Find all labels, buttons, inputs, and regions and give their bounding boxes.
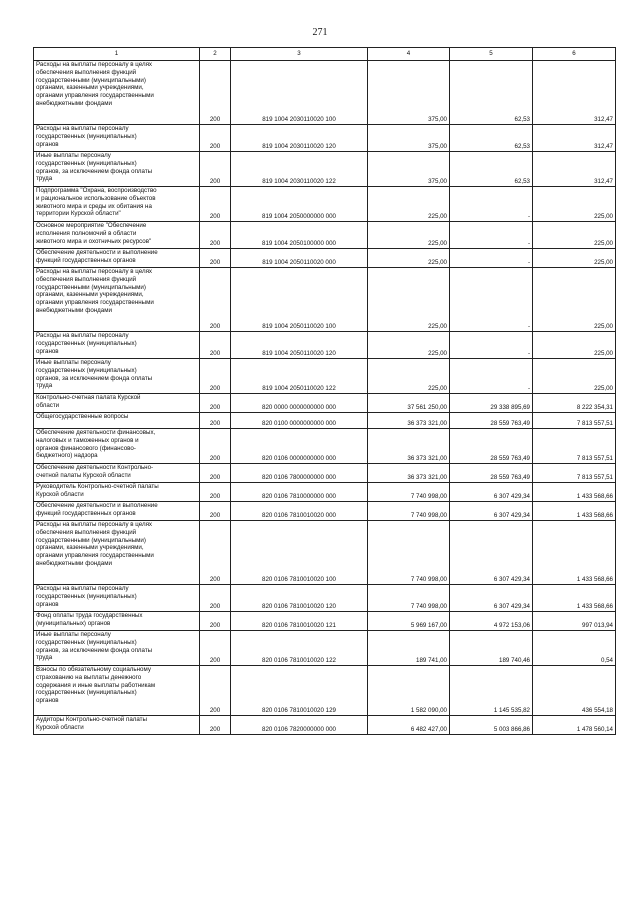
page-number: 271: [312, 27, 328, 38]
row-approved-amount: 375,00: [368, 61, 450, 125]
row-description: [34, 222, 200, 249]
row-approved-amount: 189 741,00: [368, 631, 450, 666]
row-description: [34, 502, 200, 521]
row-description: [34, 464, 200, 483]
row-description: [34, 359, 200, 394]
row-description: [34, 268, 200, 332]
row-classification: 820 0106 7810010020 129: [231, 666, 368, 716]
row-classification: 820 0106 7810010020 120: [231, 585, 368, 612]
row-executed-amount: 6 307 429,34: [450, 585, 533, 612]
description-line: Обеспечение деятельности и выполнение: [36, 502, 158, 509]
row-executed-amount: -: [450, 268, 533, 332]
column-header: 2: [200, 48, 231, 61]
description-line: Обеспечение деятельности Контрольно-: [36, 464, 154, 471]
column-header: 5: [450, 48, 533, 61]
row-description: [34, 394, 200, 413]
row-code: 200: [200, 222, 231, 249]
description-line: Расходы на выплаты персоналу в целях: [36, 61, 153, 68]
row-remaining-amount: 225,00: [533, 187, 616, 222]
row-code: 200: [200, 249, 231, 268]
column-header: 3: [231, 48, 368, 61]
description-line: Взносы по обязательному социальному: [36, 666, 151, 673]
row-remaining-amount: 1 433 568,66: [533, 521, 616, 585]
row-executed-amount: 189 740,46: [450, 631, 533, 666]
description-line: государственных (муниципальных): [36, 159, 137, 167]
row-classification: 819 1004 2050110020 120: [231, 332, 368, 359]
row-code: 200: [200, 631, 231, 666]
description-line: Обеспечение деятельности финансовых,: [36, 429, 156, 436]
table-row: [34, 464, 616, 483]
description-line: Контрольно-счетная палата Курской: [36, 394, 141, 401]
row-remaining-amount: 225,00: [533, 359, 616, 394]
description-line: органами, казенными учреждениями,: [36, 544, 144, 552]
description-line: Основное мероприятие "Обеспечение: [36, 222, 147, 229]
description-line: (муниципальных) органов: [36, 619, 111, 627]
description-line: органами управления государственными: [36, 92, 154, 99]
row-remaining-amount: 1 433 568,66: [533, 585, 616, 612]
row-code: 200: [200, 464, 231, 483]
row-classification: 820 0100 0000000000 000: [231, 413, 368, 429]
description-line: государственных (муниципальных): [36, 339, 137, 347]
description-line: органов, за исключением фонда оплаты: [36, 167, 153, 175]
description-line: функций государственных органов: [36, 256, 136, 264]
row-approved-amount: 6 482 427,00: [368, 716, 450, 735]
row-code: 200: [200, 61, 231, 125]
table-row: [34, 187, 616, 222]
row-description: [34, 483, 200, 502]
row-remaining-amount: 312,47: [533, 125, 616, 152]
table-body: [34, 61, 616, 735]
description-line: Фонд оплаты труда государственных: [36, 612, 143, 619]
row-description: [34, 152, 200, 187]
row-remaining-amount: 312,47: [533, 61, 616, 125]
description-line: органами, казенными учреждениями,: [36, 84, 144, 92]
row-code: 200: [200, 332, 231, 359]
row-remaining-amount: 436 554,18: [533, 666, 616, 716]
row-executed-amount: 62,53: [450, 125, 533, 152]
row-executed-amount: 28 559 763,49: [450, 429, 533, 464]
row-approved-amount: 37 561 250,00: [368, 394, 450, 413]
row-approved-amount: 5 969 167,00: [368, 612, 450, 631]
table-row: [34, 666, 616, 716]
description-line: содержания и иные выплаты работникам: [36, 681, 156, 689]
table-row: [34, 585, 616, 612]
column-header: 4: [368, 48, 450, 61]
row-classification: 819 1004 2050110020 100: [231, 268, 368, 332]
row-approved-amount: 225,00: [368, 249, 450, 268]
table-row: [34, 222, 616, 249]
row-executed-amount: 28 559 763,49: [450, 413, 533, 429]
description-line: государственных (муниципальных): [36, 638, 137, 646]
table-row: [34, 394, 616, 413]
row-remaining-amount: 8 222 354,31: [533, 394, 616, 413]
table-row: [34, 716, 616, 735]
row-approved-amount: 36 373 321,00: [368, 413, 450, 429]
row-remaining-amount: 7 813 557,51: [533, 464, 616, 483]
description-line: области: [36, 401, 60, 409]
row-code: 200: [200, 394, 231, 413]
row-classification: 820 0106 7810010020 000: [231, 502, 368, 521]
table-row: [34, 268, 616, 332]
row-approved-amount: 7 740 998,00: [368, 585, 450, 612]
row-approved-amount: 7 740 998,00: [368, 521, 450, 585]
row-classification: 820 0106 7810010020 121: [231, 612, 368, 631]
row-classification: 820 0000 0000000000 000: [231, 394, 368, 413]
row-approved-amount: 375,00: [368, 152, 450, 187]
row-classification: 820 0106 7810010020 122: [231, 631, 368, 666]
table-row: [34, 125, 616, 152]
table-row: [34, 429, 616, 464]
row-executed-amount: 62,53: [450, 152, 533, 187]
description-line: органов, за исключением фонда оплаты: [36, 374, 153, 382]
row-description: [34, 631, 200, 666]
description-line: Иные выплаты персоналу: [36, 152, 111, 159]
description-line: Расходы на выплаты персоналу: [36, 332, 129, 339]
description-line: животного мира и среды их обитания на: [36, 202, 152, 210]
row-approved-amount: 225,00: [368, 359, 450, 394]
description-line: государственными (муниципальными): [36, 283, 146, 291]
description-line: бюджетного) надзора: [36, 452, 98, 460]
row-remaining-amount: 1 433 568,66: [533, 502, 616, 521]
table-row: [34, 483, 616, 502]
row-code: 200: [200, 521, 231, 585]
table-row: [34, 631, 616, 666]
description-line: и рациональное использование объектов: [36, 194, 156, 202]
row-code: 200: [200, 187, 231, 222]
row-code: 200: [200, 666, 231, 716]
row-description: [34, 585, 200, 612]
description-line: государственными (муниципальными): [36, 536, 146, 544]
description-line: Курской области: [36, 490, 84, 498]
row-executed-amount: -: [450, 187, 533, 222]
row-classification: 819 1004 2050000000 000: [231, 187, 368, 222]
row-code: 200: [200, 125, 231, 152]
description-line: органами управления государственными: [36, 552, 154, 559]
description-line: органами, казенными учреждениями,: [36, 291, 144, 299]
row-executed-amount: 28 559 763,49: [450, 464, 533, 483]
table-row: [34, 152, 616, 187]
row-remaining-amount: 225,00: [533, 222, 616, 249]
description-line: налоговых и таможенных органов и: [36, 436, 139, 444]
row-remaining-amount: 997 013,94: [533, 612, 616, 631]
column-header: 1: [34, 48, 200, 61]
row-description: [34, 61, 200, 125]
row-executed-amount: 4 972 153,06: [450, 612, 533, 631]
description-line: государственных (муниципальных): [36, 132, 137, 140]
description-line: Обеспечение деятельности и выполнение: [36, 249, 158, 256]
description-line: органов: [36, 347, 59, 355]
description-line: Руководитель Контрольно-счетной палаты: [36, 483, 159, 490]
row-classification: 819 1004 2050110020 122: [231, 359, 368, 394]
table-row: [34, 332, 616, 359]
row-code: 200: [200, 429, 231, 464]
row-approved-amount: 225,00: [368, 187, 450, 222]
description-line: территории Курской области": [36, 210, 121, 218]
row-remaining-amount: 1 478 560,14: [533, 716, 616, 735]
row-executed-amount: 62,53: [450, 61, 533, 125]
row-classification: 820 0106 7810000000 000: [231, 483, 368, 502]
row-remaining-amount: 225,00: [533, 332, 616, 359]
row-executed-amount: 6 307 429,34: [450, 521, 533, 585]
row-code: 200: [200, 359, 231, 394]
description-line: обеспечения выполнения функций: [36, 275, 137, 283]
description-line: труда: [36, 382, 53, 390]
description-line: внебюджетными фондами: [36, 306, 112, 314]
row-description: [34, 666, 200, 716]
row-code: 200: [200, 152, 231, 187]
row-classification: 819 1004 2030110020 120: [231, 125, 368, 152]
row-approved-amount: 225,00: [368, 222, 450, 249]
budget-report-table: [33, 47, 616, 735]
description-line: органов финансового (финансово-: [36, 444, 136, 452]
row-description: [34, 125, 200, 152]
row-description: [34, 187, 200, 222]
row-executed-amount: 6 307 429,34: [450, 483, 533, 502]
row-approved-amount: 36 373 321,00: [368, 464, 450, 483]
row-code: 200: [200, 502, 231, 521]
row-description: [34, 429, 200, 464]
description-line: функций государственных органов: [36, 509, 136, 517]
description-line: труда: [36, 175, 53, 183]
description-line: Иные выплаты персоналу: [36, 359, 111, 366]
column-header: 6: [533, 48, 616, 61]
row-code: 200: [200, 612, 231, 631]
row-remaining-amount: 312,47: [533, 152, 616, 187]
table-row: [34, 413, 616, 429]
description-line: государственными (муниципальными): [36, 76, 146, 84]
row-code: 200: [200, 483, 231, 502]
row-remaining-amount: 0,54: [533, 631, 616, 666]
row-approved-amount: 7 740 998,00: [368, 502, 450, 521]
row-classification: 819 1004 2030110020 100: [231, 61, 368, 125]
row-classification: 820 0106 0000000000 000: [231, 429, 368, 464]
row-approved-amount: 225,00: [368, 268, 450, 332]
row-executed-amount: -: [450, 359, 533, 394]
row-executed-amount: 1 145 535,82: [450, 666, 533, 716]
row-executed-amount: 5 003 866,86: [450, 716, 533, 735]
description-line: органов: [36, 697, 59, 704]
row-remaining-amount: 7 813 557,51: [533, 429, 616, 464]
description-line: Расходы на выплаты персоналу: [36, 585, 129, 592]
description-line: Курской области: [36, 723, 84, 731]
row-executed-amount: -: [450, 222, 533, 249]
description-line: обеспечения выполнения функций: [36, 68, 137, 76]
description-line: животного мира и охотничьих ресурсов": [36, 237, 152, 245]
row-approved-amount: 36 373 321,00: [368, 429, 450, 464]
row-code: 200: [200, 413, 231, 429]
row-description: [34, 521, 200, 585]
description-line: Аудиторы Контрольно-счетной палаты: [36, 716, 147, 723]
description-line: государственных (муниципальных): [36, 689, 137, 697]
row-approved-amount: 1 582 090,00: [368, 666, 450, 716]
row-remaining-amount: 225,00: [533, 268, 616, 332]
header-row: [34, 48, 616, 61]
description-line: труда: [36, 654, 53, 662]
description-line: обеспечения выполнения функций: [36, 528, 137, 536]
row-executed-amount: -: [450, 249, 533, 268]
row-description: [34, 413, 200, 429]
description-line: внебюджетными фондами: [36, 559, 112, 567]
table-row: [34, 612, 616, 631]
description-line: государственных (муниципальных): [36, 592, 137, 600]
description-line: страхованию на выплаты денежного: [36, 673, 142, 681]
row-classification: 819 1004 2050110020 000: [231, 249, 368, 268]
description-line: органами управления государственными: [36, 299, 154, 306]
description-line: счетной палаты Курской области: [36, 471, 131, 479]
row-remaining-amount: 225,00: [533, 249, 616, 268]
description-line: Общегосударственные вопросы: [36, 413, 129, 420]
row-approved-amount: 225,00: [368, 332, 450, 359]
row-classification: 819 1004 2030110020 122: [231, 152, 368, 187]
description-line: Расходы на выплаты персоналу в целях: [36, 268, 153, 275]
row-approved-amount: 375,00: [368, 125, 450, 152]
row-classification: 820 0106 7800000000 000: [231, 464, 368, 483]
description-line: внебюджетными фондами: [36, 99, 112, 107]
row-executed-amount: -: [450, 332, 533, 359]
row-remaining-amount: 7 813 557,51: [533, 413, 616, 429]
row-description: [34, 249, 200, 268]
description-line: Расходы на выплаты персоналу в целях: [36, 521, 153, 528]
row-remaining-amount: 1 433 568,66: [533, 483, 616, 502]
description-line: органов, за исключением фонда оплаты: [36, 646, 153, 654]
row-executed-amount: 6 307 429,34: [450, 502, 533, 521]
row-approved-amount: 7 740 998,00: [368, 483, 450, 502]
row-description: [34, 612, 200, 631]
table-row: [34, 521, 616, 585]
description-line: исполнения полномочий в области: [36, 229, 137, 237]
description-line: государственных (муниципальных): [36, 366, 137, 374]
row-description: [34, 332, 200, 359]
description-line: Расходы на выплаты персоналу: [36, 125, 129, 132]
description-line: Подпрограмма "Охрана, воспроизводство: [36, 187, 157, 194]
row-classification: 820 0106 7820000000 000: [231, 716, 368, 735]
description-line: Иные выплаты персоналу: [36, 631, 111, 638]
table-row: [34, 61, 616, 125]
table-row: [34, 249, 616, 268]
table-row: [34, 502, 616, 521]
row-description: [34, 716, 200, 735]
row-classification: 820 0106 7810010020 100: [231, 521, 368, 585]
row-classification: 819 1004 2050100000 000: [231, 222, 368, 249]
table-row: [34, 359, 616, 394]
description-line: органов: [36, 600, 59, 608]
row-code: 200: [200, 268, 231, 332]
row-code: 200: [200, 585, 231, 612]
row-executed-amount: 29 338 895,69: [450, 394, 533, 413]
row-code: 200: [200, 716, 231, 735]
description-line: органов: [36, 140, 59, 148]
